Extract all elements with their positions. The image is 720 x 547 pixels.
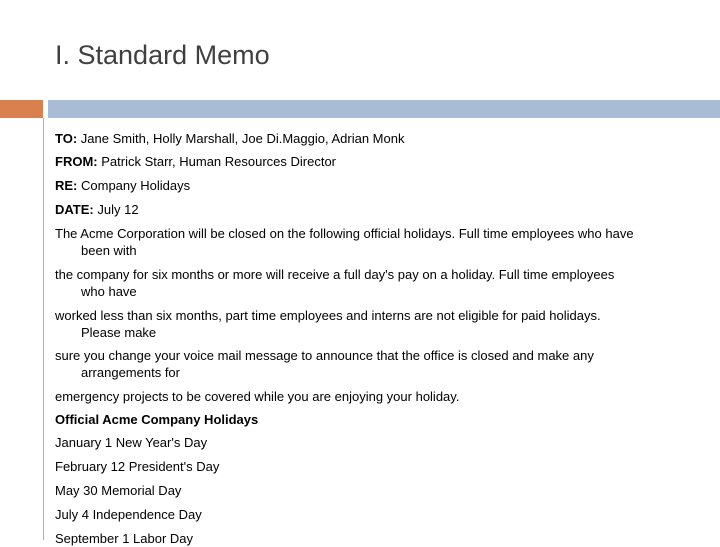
paragraph-line: The Acme Corporation will be closed on the following official holidays. Full time employees who have (55, 226, 634, 241)
paragraph-continuation: Please make (81, 325, 157, 340)
accent-bar-orange (0, 100, 43, 118)
paragraph-line: the company for six months or more will receive a full day's pay on a holiday. Full time employees (55, 267, 615, 282)
holiday-item: July 4 Independence Day (55, 507, 202, 522)
holiday-item: May 30 Memorial Day (55, 483, 182, 498)
holiday-item: February 12 President's Day (55, 459, 220, 474)
memo-paragraph (55, 266, 695, 300)
accent-bar-blue (48, 100, 720, 118)
memo-paragraph (55, 225, 695, 259)
memo-re-value: Company Holidays (77, 178, 191, 193)
holidays-heading: Official Acme Company Holidays (55, 412, 259, 427)
memo-from-value: Patrick Starr, Human Resources Director (97, 154, 337, 169)
memo-re-line (55, 178, 190, 194)
memo-paragraph (55, 307, 695, 341)
memo-date-label: DATE: (55, 202, 94, 217)
accent-vertical-line (43, 118, 44, 540)
holiday-item: January 1 New Year's Day (55, 435, 208, 450)
paragraph-line: worked less than six months, part time employees and interns are not eligible for paid holidays. (55, 308, 601, 323)
memo-re-label: RE: (55, 178, 78, 193)
paragraph-line: emergency projects to be covered while you are enjoying your holiday. (55, 389, 460, 404)
memo-paragraph (55, 347, 695, 381)
paragraph-line: sure you change your voice mail message to announce that the office is closed and make any (55, 348, 594, 363)
paragraph-continuation: who have (81, 284, 137, 299)
memo-from-label: FROM: (55, 154, 98, 169)
paragraph-continuation: arrangements for (81, 365, 180, 380)
memo-to-line (55, 131, 404, 147)
memo-date-line (55, 202, 139, 218)
paragraph-continuation: been with (81, 243, 137, 258)
slide-title: I. Standard Memo (55, 40, 270, 70)
memo-to-value: Jane Smith, Holly Marshall, Joe Di.Maggio, Adrian Monk (77, 131, 405, 146)
memo-to-label: TO: (55, 131, 78, 146)
memo-paragraph (55, 388, 695, 405)
memo-date-value: July 12 (93, 202, 139, 217)
holiday-item: September 1 Labor Day (55, 531, 194, 546)
memo-from-line (55, 154, 336, 170)
